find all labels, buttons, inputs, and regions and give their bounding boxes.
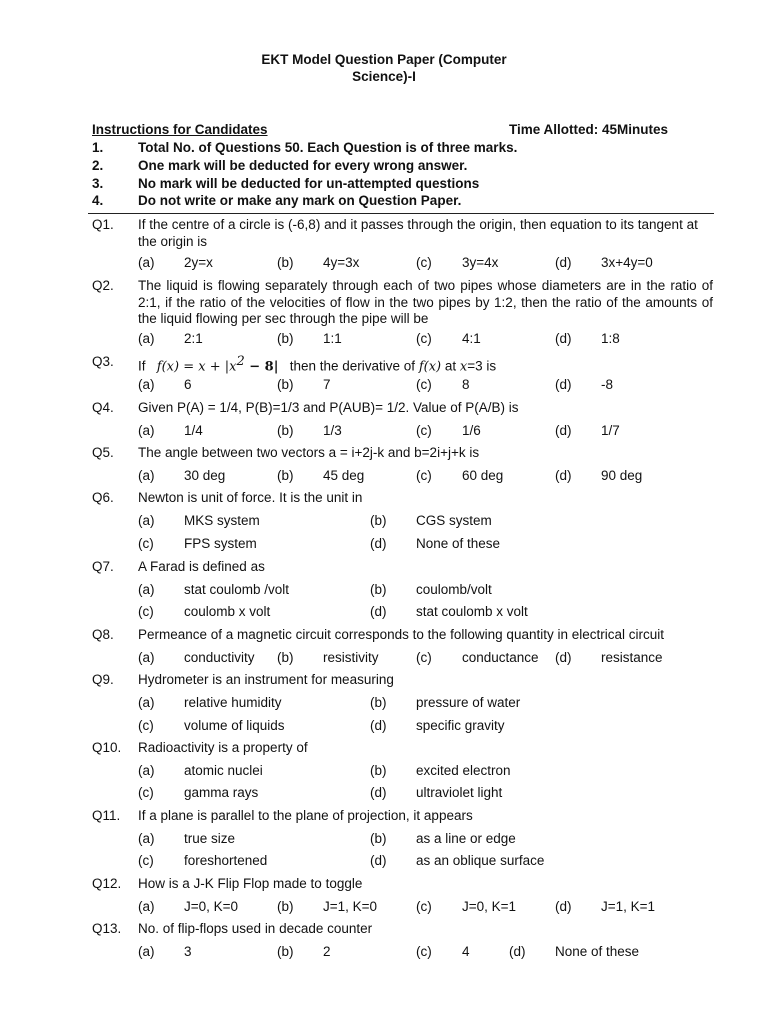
option-value: 60 deg: [462, 468, 504, 483]
function-ref: f(x): [418, 359, 442, 375]
option-label: (c): [416, 468, 432, 483]
option-label: (a): [138, 377, 155, 392]
question-text: Given P(A) = 1/4, P(B)=1/3 and P(AUB)= 1/2. Value of P(A/B) is: [138, 400, 519, 415]
header-divider: [88, 213, 714, 214]
option-label: (d): [555, 377, 572, 392]
question-paper-page: EKT Model Question Paper (Computer Science)-I Instructions for Candidates Time Allotted: 45Minutes 1. Total No. of Questions 50. Each Question is of three marks. 2. One mark will be deducted for every wrong answer. 3. No mark will be deducted for un-attempted questions 4. Do not write or make any mark on Question Paper. Q1. If the centre of a circle is (-6,8) and it passes through the origin, then equation to its tangent at the origin is (a) 2y=x (b) 4y=3x (c) 3y=4x (d) 3x+4y=0 Q2. The liquid is flowing separately through each of two pipes whose diameters are in the ratio of 2:1, if the ratio of the velocities of flow in the two pipes by 1:2, then the ratio of the amounts of the liquid flowing per sec through the pipe will be (a) 2:1 (b) 1:1 (c) 4:1 (d) 1:8 Q3. If $f(x) = x + |x^2 - 8|$ then the derivative of f(x) at x=3 is (a) 6 (b) 7 (c) 8 (d) -8 Q4. Given P(A) = 1/4, P(B)=1/3 and P(AUB)= 1/2. Value of P(A/B) is (a) 1/4 (b) 1/3 (c) 1/6 (d) 1/7 Q5. The angle between two vectors a = i+2j-k and b=2i+j+k is (a) 30 deg (b) 45 deg (c) 60 deg (d) 90 deg Q6. Newton is unit of force. It is the unit in (a) MKS system (b) CGS system (c) FPS system (d) None of these Q7. A Farad is defined as (a) stat coulomb /volt (b) coulomb/volt (c) coulomb x volt (d) stat coulomb x volt Q8. Permeance of a magnetic circuit corresponds to the following quantity in electrical circuit (a) conductivity (b) resistivity (c) conductance (d) resistance Q9. Hydrometer is an instrument for measuring (a) relative humidity (b) pressure of water (c) volume of liquids (d) specific gravity Q10. Radioactivity is a property of (a) atomic nuclei (b) excited electron (c) gamma rays (d) ultraviolet light Q11. If a plane is parallel to the plane of projection, it appears (a) true size (b) as a line or edge (c) foreshortened (d) as an oblique surface Q12. How is a J-K Flip Flop made to toggle (a) J=0, K=0 (b) J=1, K=0 (c) J=0, K=1 (d) J=1, K=1 Q13. No. of flip-flops used in decade counter (a) 3 (b) 2 (c) 4 (d) None of these: [0, 0, 768, 1024]
option-label: (b): [277, 468, 294, 483]
option-value: conductance: [462, 650, 539, 665]
option-label: (c): [138, 785, 154, 800]
option-label: (a): [138, 468, 155, 483]
option-value: 2: [323, 944, 331, 959]
question-text-end: =3 is: [467, 358, 497, 374]
option-label: (c): [138, 536, 154, 551]
option-label: (b): [277, 255, 294, 270]
option-label: (b): [277, 944, 294, 959]
option-label: (a): [138, 331, 155, 346]
option-value: 45 deg: [323, 468, 365, 483]
option-value: 1/4: [184, 423, 203, 438]
option-value: foreshortened: [184, 853, 268, 868]
option-value: MKS system: [184, 513, 260, 528]
option-label: (a): [138, 255, 155, 270]
option-label: (c): [138, 853, 154, 868]
option-value: CGS system: [416, 513, 492, 528]
question-text: How is a J-K Flip Flop made to toggle: [138, 876, 363, 891]
option-value: coulomb x volt: [184, 604, 271, 619]
question-text-prefix: If: [138, 358, 146, 374]
question-text: If a plane is parallel to the plane of projection, it appears: [138, 808, 473, 823]
option-label: (d): [555, 650, 572, 665]
option-label: (b): [370, 582, 387, 597]
option-label: (c): [416, 331, 432, 346]
option-value: 90 deg: [601, 468, 643, 483]
option-value: 3: [184, 944, 192, 959]
option-value: 1:1: [323, 331, 342, 346]
option-label: (a): [138, 650, 155, 665]
instruction-number: 2.: [92, 158, 104, 173]
option-label: (b): [370, 695, 387, 710]
option-value: J=1, K=1: [601, 899, 656, 914]
option-label: (d): [555, 423, 572, 438]
option-value: -8: [601, 377, 614, 392]
option-label: (d): [370, 785, 387, 800]
question-text: Newton is unit of force. It is the unit in: [138, 490, 363, 505]
question-text-at: at: [444, 358, 457, 374]
option-value: 1/3: [323, 423, 342, 438]
instruction-number: 1.: [92, 140, 104, 155]
option-label: (d): [370, 718, 387, 733]
option-value: 4: [462, 944, 470, 959]
option-value: as a line or edge: [416, 831, 516, 846]
option-label: (c): [416, 255, 432, 270]
question-text: Radioactivity is a property of: [138, 740, 308, 755]
question-text: The angle between two vectors a = i+2j-k and b=2i+j+k is: [138, 445, 480, 460]
instruction-text: One mark will be deducted for every wrong answer.: [138, 158, 468, 173]
question-text: [138, 354, 713, 376]
option-value: 1:8: [601, 331, 620, 346]
option-label: (a): [138, 763, 155, 778]
option-value: 1/7: [601, 423, 620, 438]
option-value: stat coulomb /volt: [184, 582, 290, 597]
option-value: resistance: [601, 650, 663, 665]
option-value: stat coulomb x volt: [416, 604, 528, 619]
option-value: 2:1: [184, 331, 203, 346]
option-value: relative humidity: [184, 695, 282, 710]
question-text-middle: then the derivative of: [289, 358, 416, 374]
option-value: None of these: [416, 536, 501, 551]
instruction-text: Do not write or make any mark on Question Paper.: [138, 193, 462, 208]
question-text: Permeance of a magnetic circuit corresponds to the following quantity in electrical circuit: [138, 627, 664, 642]
option-label: (d): [555, 899, 572, 914]
option-label: (a): [138, 695, 155, 710]
instruction-number: 4.: [92, 193, 104, 208]
option-value: J=0, K=1: [462, 899, 517, 914]
paper-title-line2: Science)-I: [352, 69, 416, 84]
option-value: 6: [184, 377, 192, 392]
instruction-number: 3.: [92, 176, 104, 191]
time-allotted: Time Allotted: 45Minutes: [508, 122, 668, 137]
option-value: true size: [184, 831, 236, 846]
option-label: (b): [370, 513, 387, 528]
instructions-header: [92, 122, 668, 137]
option-label: (c): [416, 899, 432, 914]
option-value: J=0, K=0: [184, 899, 239, 914]
question-text: The liquid is flowing separately through each of two pipes whose diameters are in the ratio of 2:1, if the ratio of the velocities of flow in the two pipes by 1:2, then the ratio of the amounts of the liquid flowing per sec through the pipe will be: [138, 278, 713, 326]
option-value: volume of liquids: [184, 718, 285, 733]
question-text: No. of flip-flops used in decade counter: [138, 921, 373, 936]
option-label: (c): [416, 650, 432, 665]
instruction-text: Total No. of Questions 50. Each Question is of three marks.: [138, 140, 518, 155]
instructions-heading: Instructions for Candidates: [92, 122, 268, 137]
function-expression: f(x) = x + |x: [156, 359, 237, 375]
option-value: J=1, K=0: [323, 899, 378, 914]
option-label: (a): [138, 944, 155, 959]
option-value: coulomb/volt: [416, 582, 492, 597]
option-value: gamma rays: [184, 785, 259, 800]
option-value: specific gravity: [416, 718, 505, 733]
option-value: ultraviolet light: [416, 785, 503, 800]
paper-title-line1: EKT Model Question Paper (Computer: [261, 52, 507, 67]
option-label: (b): [277, 899, 294, 914]
option-label: (d): [370, 604, 387, 619]
option-label: (b): [277, 423, 294, 438]
option-label: (b): [277, 377, 294, 392]
option-label: (b): [370, 831, 387, 846]
option-label: (a): [138, 423, 155, 438]
option-value: 4:1: [462, 331, 481, 346]
option-value: 8: [462, 377, 470, 392]
question-text: Hydrometer is an instrument for measuring: [138, 672, 394, 687]
option-value: FPS system: [184, 536, 257, 551]
option-value: 2y=x: [184, 255, 213, 270]
option-label: (d): [555, 468, 572, 483]
option-label: (d): [509, 944, 526, 959]
option-label: (a): [138, 899, 155, 914]
option-value: 7: [323, 377, 331, 392]
option-label: (c): [416, 423, 432, 438]
option-label: (a): [138, 831, 155, 846]
option-value: resistivity: [323, 650, 379, 665]
option-label: (c): [138, 718, 154, 733]
option-label: (d): [555, 331, 572, 346]
option-label: (d): [370, 536, 387, 551]
option-value: 30 deg: [184, 468, 226, 483]
option-label: (b): [370, 763, 387, 778]
option-label: (d): [370, 853, 387, 868]
option-label: (c): [416, 377, 432, 392]
option-label: (b): [277, 650, 294, 665]
option-value: atomic nuclei: [184, 763, 263, 778]
option-label: (a): [138, 513, 155, 528]
option-value: as an oblique surface: [416, 853, 545, 868]
option-label: (a): [138, 582, 155, 597]
exponent: 2: [236, 354, 245, 369]
question-text: A Farad is defined as: [138, 559, 265, 574]
option-label: (b): [277, 331, 294, 346]
option-value: pressure of water: [416, 695, 521, 710]
function-expression-tail: − 8|: [244, 359, 279, 375]
option-value: 3y=4x: [462, 255, 499, 270]
option-value: None of these: [555, 944, 640, 959]
option-value: 3x+4y=0: [601, 255, 653, 270]
option-value: excited electron: [416, 763, 511, 778]
option-label: (c): [416, 944, 432, 959]
option-value: conductivity: [184, 650, 255, 665]
option-value: 4y=3x: [323, 255, 360, 270]
option-label: (d): [555, 255, 572, 270]
option-label: (c): [138, 604, 154, 619]
variable-x: x: [459, 359, 468, 375]
question-text: If the centre of a circle is (-6,8) and it passes through the origin, then equation to its tangent at the origin is: [138, 217, 698, 249]
instruction-text: No mark will be deducted for un-attempted questions: [138, 176, 480, 191]
option-value: 1/6: [462, 423, 481, 438]
